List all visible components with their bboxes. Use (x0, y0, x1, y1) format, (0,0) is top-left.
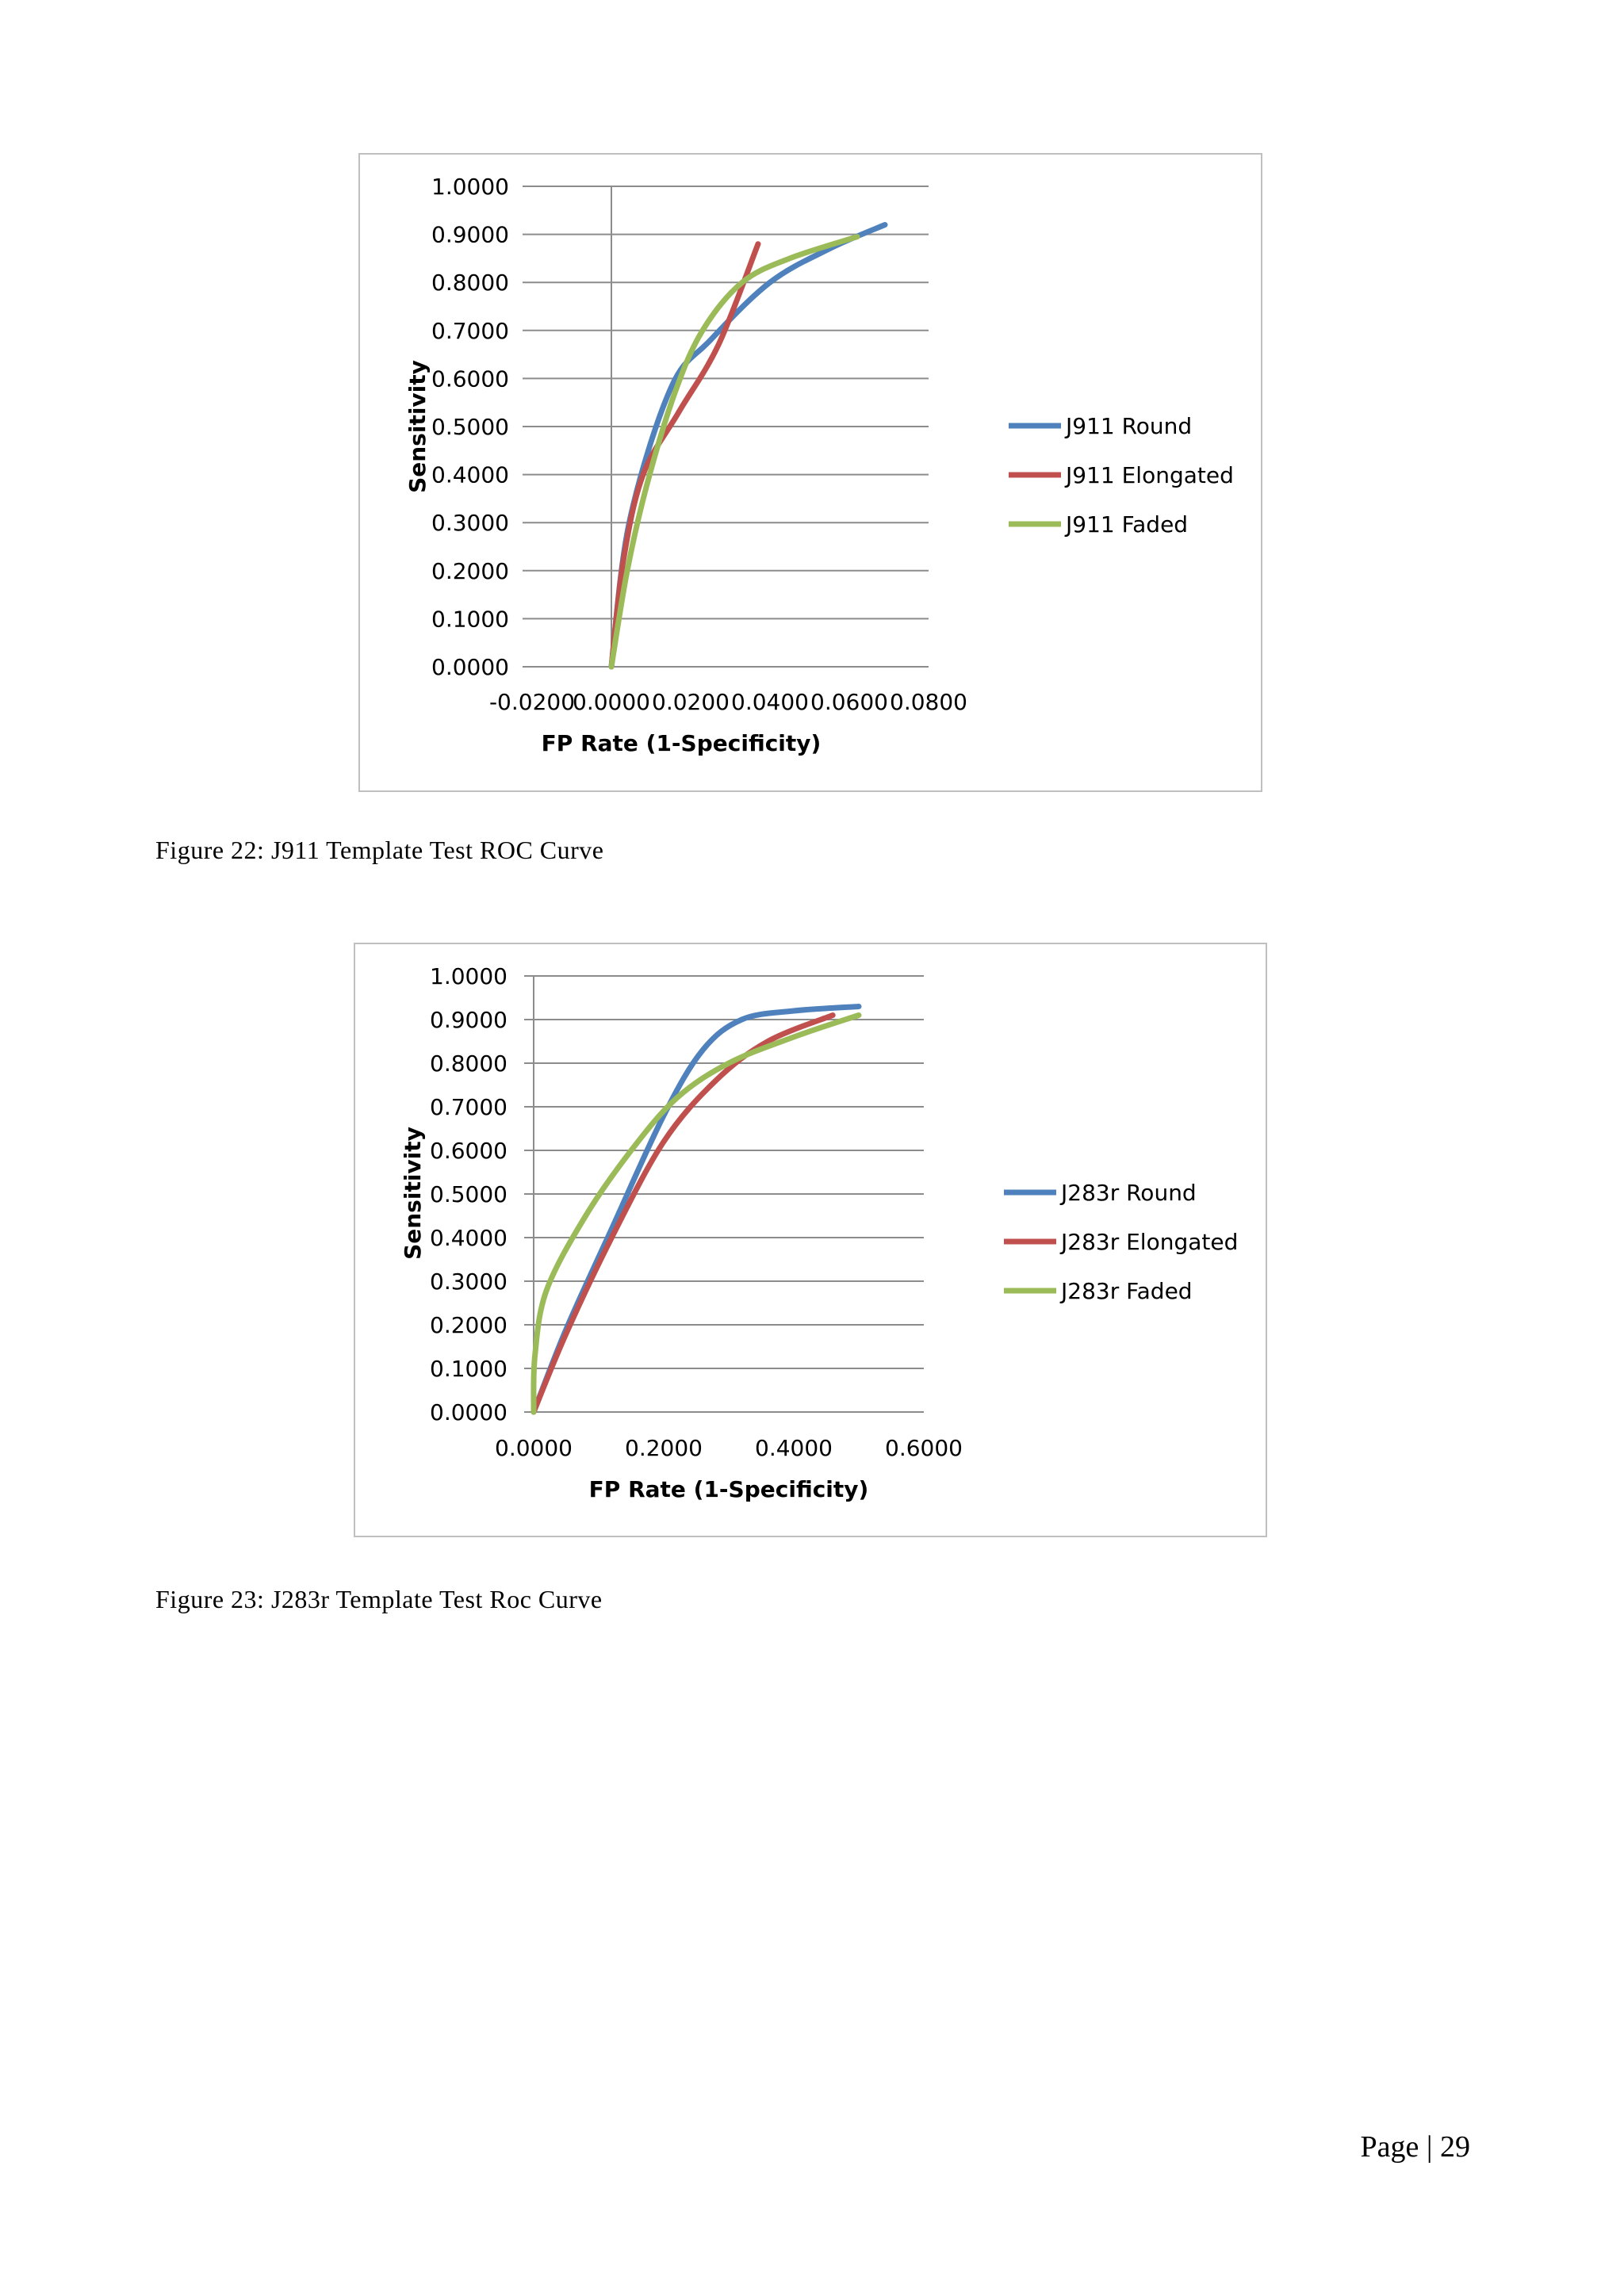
chart1-x-tick-label: 0.0800 (890, 689, 967, 715)
chart2-legend-label-3: J283r Faded (1061, 1278, 1193, 1304)
chart2-legend-label-1: J283r Round (1061, 1180, 1197, 1206)
chart1-x-axis-title: FP Rate (1-Specificity) (541, 730, 822, 756)
chart2-y-tick-label: 0.5000 (430, 1181, 508, 1207)
chart2-y-tick-label: 0.8000 (430, 1050, 508, 1077)
chart1-y-tick-label: 0.1000 (431, 606, 509, 633)
roc-chart-j283r-plot (355, 944, 1266, 1536)
chart1-x-tick-label: 0.0600 (810, 689, 888, 715)
chart1-y-axis-title: Sensitivity (404, 360, 431, 493)
chart1-y-tick-label: 0.8000 (431, 270, 509, 297)
chart2-x-tick-label: 0.0000 (495, 1435, 573, 1461)
roc-chart-j911-plot (360, 155, 1261, 790)
chart2-y-tick-label: 0.4000 (430, 1225, 508, 1251)
chart2-y-tick-label: 0.9000 (430, 1007, 508, 1033)
chart1-y-tick-label: 0.3000 (431, 510, 509, 537)
chart2-series-line-1 (534, 1007, 859, 1413)
chart2-x-tick-label: 0.2000 (625, 1435, 703, 1461)
chart1-y-tick-label: 0.4000 (431, 461, 509, 488)
chart1-y-tick-label: 0.0000 (431, 654, 509, 680)
chart2-x-axis-title: FP Rate (1-Specificity) (588, 1476, 869, 1502)
chart1-y-tick-label: 0.2000 (431, 557, 509, 584)
chart2-y-tick-label: 0.6000 (430, 1138, 508, 1164)
chart2-y-tick-label: 0.2000 (430, 1312, 508, 1338)
page-number: Page | 29 (1360, 2130, 1470, 2164)
chart1-x-tick-label: 0.0400 (731, 689, 809, 715)
chart2-y-axis-title: Sensitivity (400, 1127, 426, 1260)
figure-23-caption: Figure 23: J283r Template Test Roc Curve (155, 1585, 603, 1613)
chart2-y-tick-label: 1.0000 (430, 963, 508, 989)
figure-22-caption: Figure 22: J911 Template Test ROC Curve (155, 836, 604, 864)
chart2-y-tick-label: 0.3000 (430, 1269, 508, 1295)
chart1-y-tick-label: 0.9000 (431, 221, 509, 248)
chart1-y-tick-label: 1.0000 (431, 174, 509, 200)
chart1-x-tick-label: -0.0200 (488, 689, 576, 715)
chart1-legend-label-2: J911 Elongated (1066, 462, 1234, 488)
chart1-x-tick-label: 0.0000 (573, 689, 650, 715)
roc-chart-j911 (358, 153, 1262, 792)
chart2-y-tick-label: 0.7000 (430, 1094, 508, 1120)
chart2-x-tick-label: 0.4000 (755, 1435, 833, 1461)
chart2-x-tick-label: 0.6000 (885, 1435, 963, 1461)
chart1-y-tick-label: 0.6000 (431, 365, 509, 392)
chart1-series-line-2 (611, 244, 758, 667)
chart2-y-tick-label: 0.0000 (430, 1399, 508, 1425)
chart1-legend-label-3: J911 Faded (1066, 511, 1189, 538)
chart1-y-tick-label: 0.7000 (431, 317, 509, 344)
roc-chart-j283r (354, 943, 1267, 1537)
chart2-series-line-3 (534, 1016, 859, 1413)
chart1-x-tick-label: 0.0200 (652, 689, 730, 715)
chart1-series-line-1 (611, 225, 885, 668)
chart2-y-tick-label: 0.1000 (430, 1356, 508, 1382)
chart2-legend-label-2: J283r Elongated (1061, 1229, 1239, 1255)
chart1-legend-label-1: J911 Round (1066, 413, 1193, 439)
chart1-y-tick-label: 0.5000 (431, 414, 509, 440)
